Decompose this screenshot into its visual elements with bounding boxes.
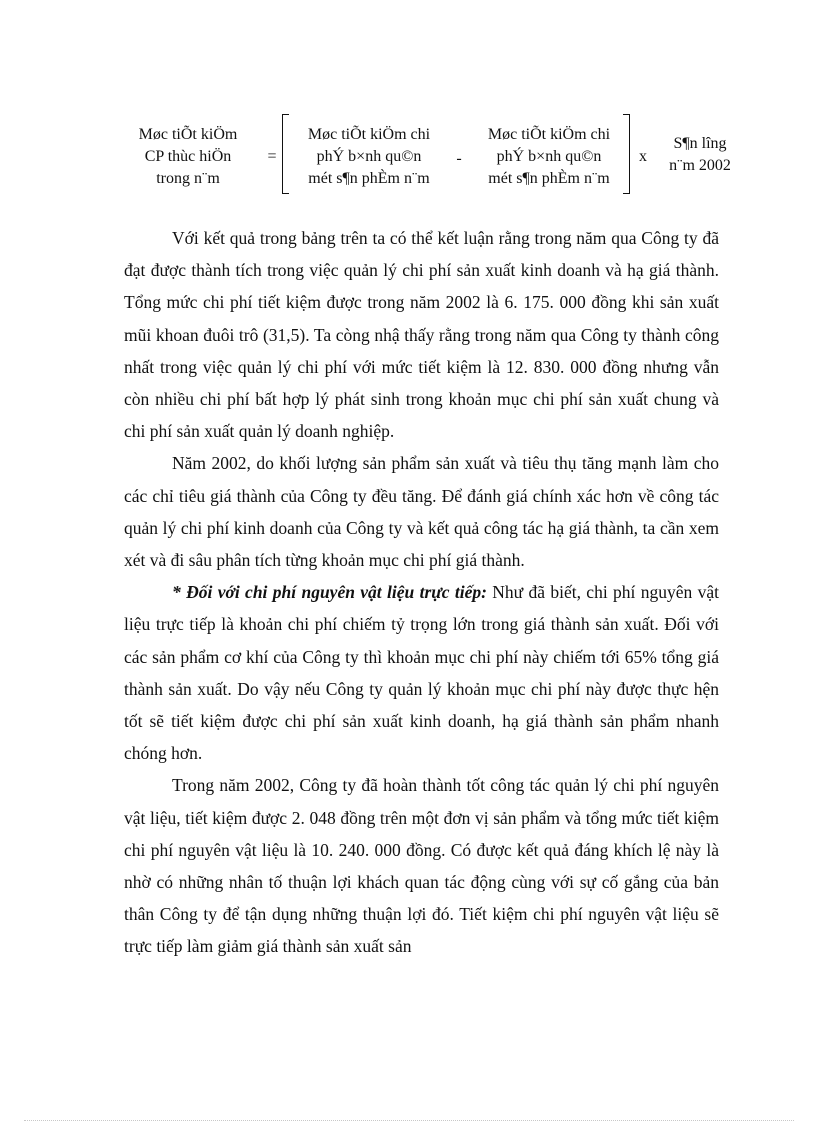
- footer-dotted-rule: [24, 1120, 794, 1121]
- formula-lhs: [118, 124, 258, 190]
- formula-term-2-line-2: phÝ b×nh qu©n: [496, 148, 602, 165]
- paragraph-conclusion: Với kết quả trong bảng trên ta có thể kết luận rằng trong năm qua Công ty đã đạt được thành tích trong việc quản lý chi phí sản xuất kinh doanh và hạ giá thành. Tổng mức chi phí tiết kiệm được trong năm 2002 là 6. 175. 000 đồng khi sản xuất mũi khoan đuôi trô (31,5). Ta còng nhậ thấy rằng trong năm qua Công ty thành công nhất trong việc quản lý chi phí với mức tiết kiệm là 12. 830. 000 đồng nhưng vẫn còn nhiều chi phí bất hợp lý phát sinh trong khoản mục chi phí sản xuất chung và chi phí sản xuất quản lý doanh nghiệp.: [124, 228, 719, 442]
- paragraph-direct-materials: [124, 576, 719, 769]
- direct-materials-body: Như đã biết, chi phí nguyên vật liệu trực tiếp là khoản chi phí chiếm tỷ trọng lớn trong giá thành sản xuất. Đối với các sản phẩm cơ khí của Công ty thì khoản mục chi phí này chiếm tới 65% tổng giá thành sản xuất. Do vậy nếu Công ty quản lý khoản mục chi phí này được thực hện tốt sẽ tiết kiệm được chi phí sản xuất kinh doanh, hạ giá thành sản phẩm nhanh chóng hơn.: [124, 582, 719, 764]
- body-text: [124, 222, 719, 963]
- formula-rhs-line-2: n¨m 2002: [669, 157, 731, 174]
- formula-lhs-line-2: CP thùc hiÖn: [144, 148, 232, 165]
- formula-term-2: [470, 124, 628, 190]
- formula-term-1-line-3: mét s¶n phÈm n¨m: [308, 170, 430, 187]
- formula-rhs: [655, 133, 745, 177]
- savings-formula: [0, 112, 816, 196]
- formula-term-1: [290, 124, 448, 190]
- formula-right-bracket: [623, 114, 630, 194]
- formula-rhs-line-1: S¶n lîng: [673, 135, 727, 152]
- paragraph-2002-overview: Năm 2002, do khối lượng sản phẩm sản xuất và tiêu thụ tăng mạnh làm cho các chỉ tiêu giá thành của Công ty đều tăng. Để đánh giá chính xác hơn về công tác quản lý chi phí kinh doanh của Công ty và kết quả công tác hạ giá thành, ta cần xem xét và đi sâu phân tích từng khoản mục chi phí giá thành.: [124, 453, 719, 571]
- formula-left-bracket: [282, 114, 289, 194]
- formula-times-sign: x: [639, 148, 647, 165]
- formula-equals-sign: =: [267, 148, 277, 165]
- formula-minus-sign: -: [456, 150, 462, 167]
- formula-term-2-line-1: Møc tiÕt kiÖm chi: [487, 126, 611, 143]
- direct-materials-heading: * Đối với chi phí nguyên vật liệu trực tiếp:: [172, 582, 487, 603]
- formula-term-2-line-3: mét s¶n phÈm n¨m: [488, 170, 610, 187]
- formula-term-1-line-1: Møc tiÕt kiÖm chi: [307, 126, 431, 143]
- formula-lhs-line-3: trong n¨m: [156, 170, 220, 187]
- formula-lhs-line-1: Møc tiÕt kiÖm: [138, 126, 238, 143]
- formula-term-1-line-2: phÝ b×nh qu©n: [316, 148, 422, 165]
- paragraph-materials-savings: Trong năm 2002, Công ty đã hoàn thành tốt công tác quản lý chi phí nguyên vật liệu, tiết kiệm được 2. 048 đồng trên một đơn vị sản phẩm và tổng mức tiết kiệm chi phí nguyên vật liệu là 10. 240. 000 đồng. Có được kết quả đáng khích lệ này là nhờ có những nhân tố thuận lợi khách quan tác động cùng với sự cố gắng của bản thân Công ty để tận dụng những thuận lợi đó. Tiết kiệm chi phí nguyên vật liệu sẽ trực tiếp làm giảm giá thành sản xuất sản: [124, 775, 719, 957]
